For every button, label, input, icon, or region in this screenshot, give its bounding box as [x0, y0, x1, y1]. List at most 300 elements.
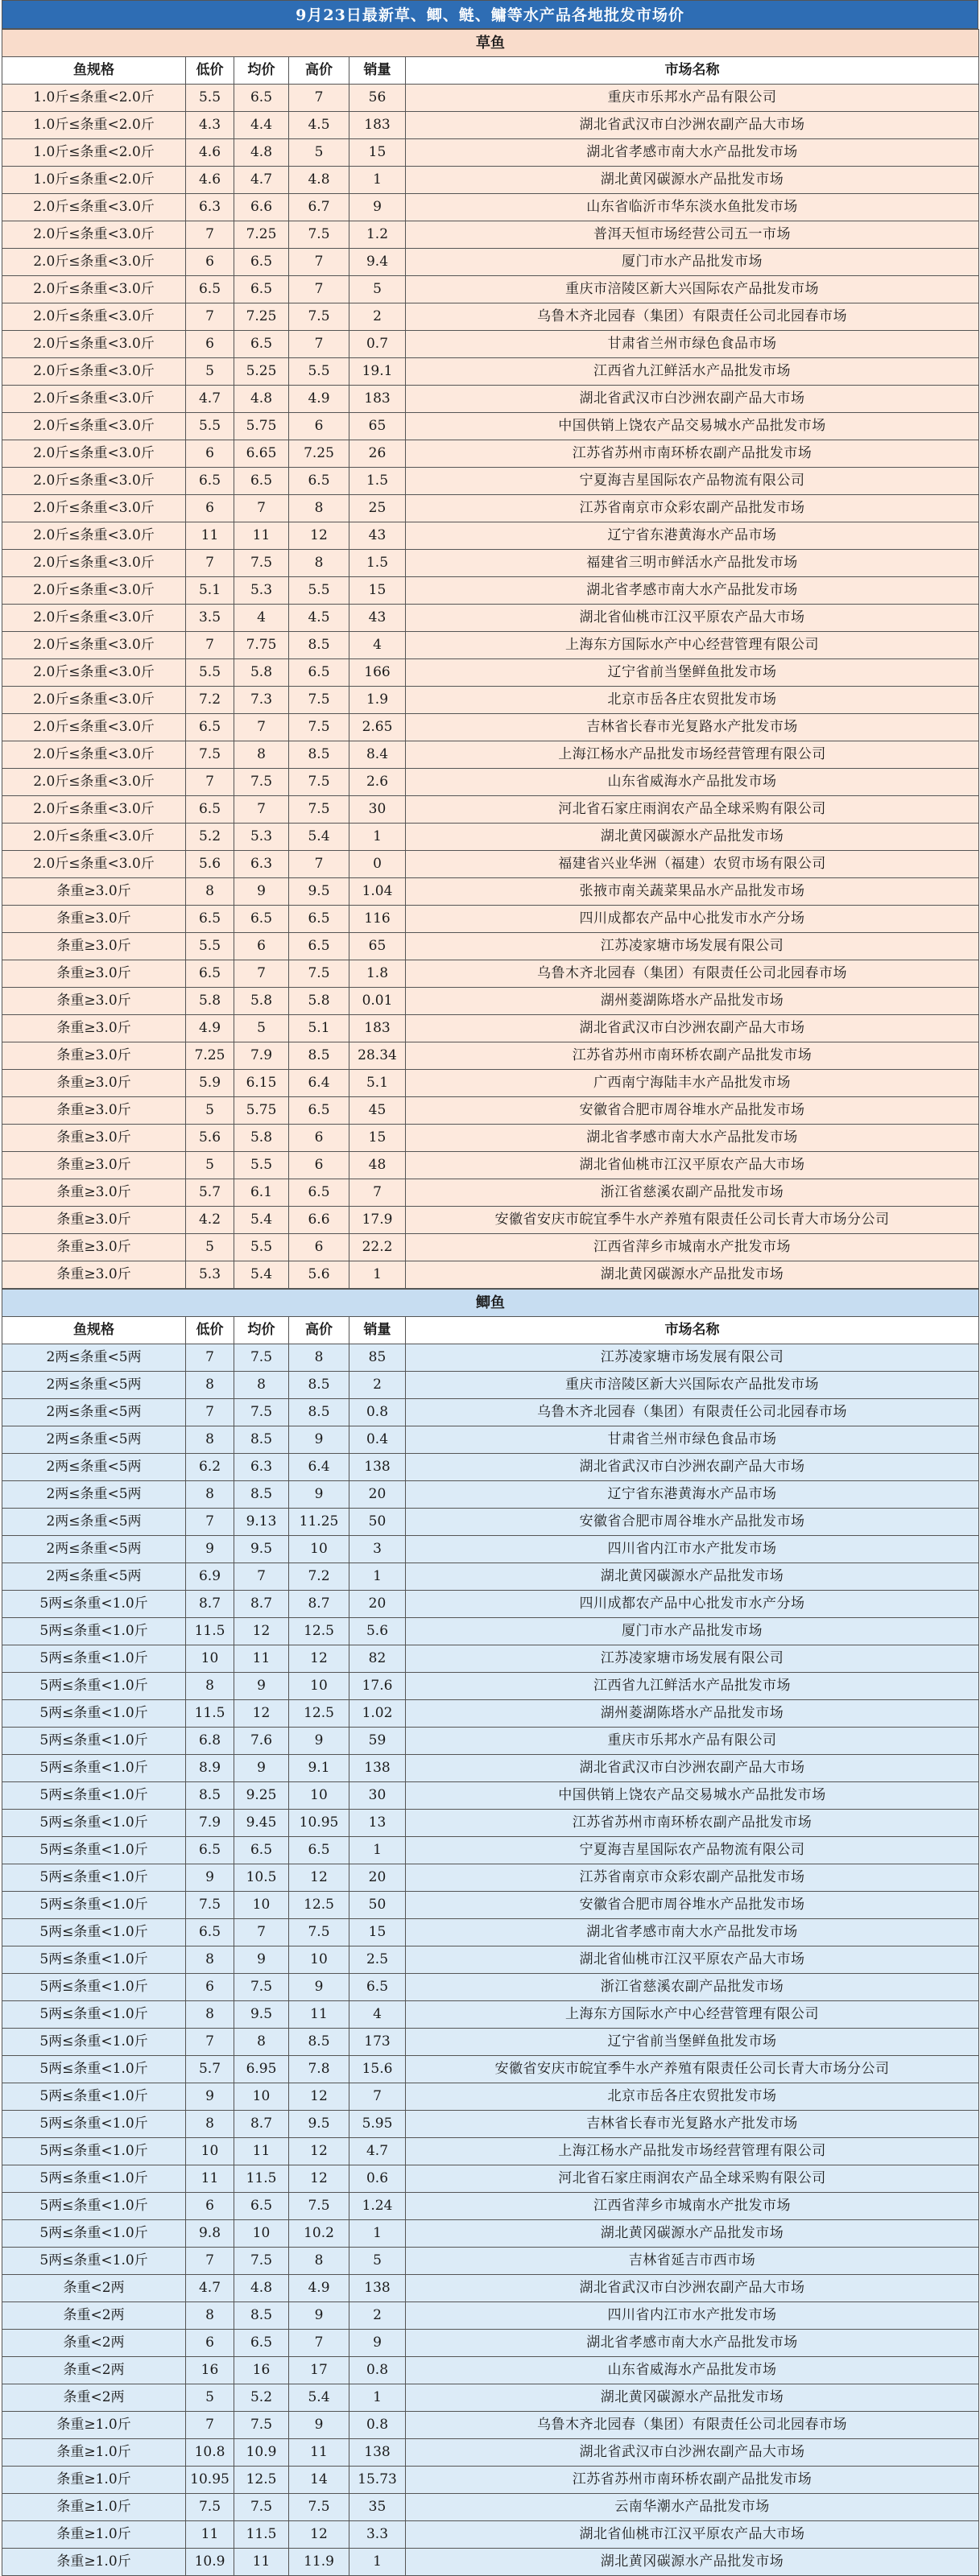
cell-volume: 45	[349, 1097, 406, 1125]
table-row	[2, 194, 979, 221]
cell-high-price: 5.8	[289, 988, 349, 1015]
cell-volume: 50	[349, 1892, 406, 1919]
cell-high-price: 8.5	[289, 741, 349, 769]
cell-spec: 5两≤条重<1.0斤	[2, 2193, 186, 2220]
cell-volume: 1.04	[349, 878, 406, 906]
cell-market-name: 湖北省孝感市南大水产品批发市场	[406, 1125, 979, 1152]
cell-avg-price: 9	[234, 1673, 289, 1700]
cell-low-price: 11.5	[186, 1618, 234, 1645]
cell-market-name: 河北省石家庄雨润农产品全球采购有限公司	[406, 796, 979, 824]
cell-high-price: 7	[289, 249, 349, 276]
cell-spec: 2.0斤≤条重<3.0斤	[2, 659, 186, 687]
cell-avg-price: 7	[234, 1919, 289, 1946]
table-row	[2, 1070, 979, 1097]
cell-high-price: 7.5	[289, 1919, 349, 1946]
cell-high-price: 9.1	[289, 1755, 349, 1782]
cell-volume: 1.5	[349, 550, 406, 577]
cell-avg-price: 9	[234, 1755, 289, 1782]
cell-volume: 138	[349, 2439, 406, 2467]
report-title: 9月23日最新草、鲫、鲢、鳙等水产品各地批发市场价	[2, 0, 978, 29]
cell-avg-price: 4.7	[234, 167, 289, 194]
cell-avg-price: 10.9	[234, 2439, 289, 2467]
cell-volume: 26	[349, 440, 406, 468]
cell-volume: 20	[349, 1864, 406, 1892]
cell-volume: 35	[349, 2494, 406, 2521]
section-title: 草鱼	[2, 30, 979, 57]
cell-avg-price: 8	[234, 741, 289, 769]
cell-high-price: 7.5	[289, 960, 349, 988]
table-row	[2, 1179, 979, 1207]
cell-low-price: 6.5	[186, 796, 234, 824]
cell-volume: 1	[349, 2220, 406, 2248]
table-row	[2, 1536, 979, 1563]
cell-low-price: 5.7	[186, 1179, 234, 1207]
table-row	[2, 605, 979, 632]
cell-low-price: 10	[186, 1645, 234, 1673]
cell-spec: 2.0斤≤条重<3.0斤	[2, 687, 186, 714]
cell-market-name: 重庆市乐邦水产品有限公司	[406, 1728, 979, 1755]
cell-avg-price: 4.8	[234, 2275, 289, 2302]
cell-market-name: 江苏省苏州市南环桥农副产品批发市场	[406, 440, 979, 468]
cell-high-price: 7.5	[289, 687, 349, 714]
cell-low-price: 5.5	[186, 413, 234, 440]
cell-avg-price: 6.6	[234, 194, 289, 221]
cell-spec: 5两≤条重<1.0斤	[2, 1810, 186, 1837]
cell-high-price: 12	[289, 1645, 349, 1673]
cell-market-name: 乌鲁木齐北园春（集团）有限责任公司北园春市场	[406, 2412, 979, 2439]
cell-volume: 0.8	[349, 2412, 406, 2439]
cell-high-price: 7.5	[289, 2494, 349, 2521]
cell-volume: 4.7	[349, 2138, 406, 2165]
cell-high-price: 6	[289, 1234, 349, 1261]
cell-spec: 5两≤条重<1.0斤	[2, 2220, 186, 2248]
table-row	[2, 276, 979, 303]
cell-market-name: 上海东方国际水产中心经营管理有限公司	[406, 632, 979, 659]
cell-high-price: 12	[289, 2138, 349, 2165]
cell-low-price: 7	[186, 303, 234, 331]
cell-avg-price: 7.25	[234, 303, 289, 331]
cell-volume: 22.2	[349, 1234, 406, 1261]
cell-low-price: 5.7	[186, 2056, 234, 2083]
cell-spec: 5两≤条重<1.0斤	[2, 1892, 186, 1919]
cell-volume: 138	[349, 2275, 406, 2302]
cell-market-name: 浙江省慈溪农副产品批发市场	[406, 1179, 979, 1207]
cell-avg-price: 7.5	[234, 2248, 289, 2275]
cell-market-name: 云南华潮水产品批发市场	[406, 2494, 979, 2521]
cell-high-price: 7.2	[289, 1563, 349, 1591]
cell-low-price: 6.3	[186, 194, 234, 221]
cell-low-price: 4.7	[186, 2275, 234, 2302]
cell-high-price: 6.4	[289, 1454, 349, 1481]
table-row	[2, 1344, 979, 1372]
cell-low-price: 4.3	[186, 112, 234, 139]
cell-spec: 2.0斤≤条重<3.0斤	[2, 577, 186, 605]
cell-high-price: 9.5	[289, 2111, 349, 2138]
table-row	[2, 1399, 979, 1426]
cell-market-name: 江西省萍乡市城南水产批发市场	[406, 2193, 979, 2220]
cell-market-name: 湖北省武汉市白沙洲农副产品大市场	[406, 2439, 979, 2467]
cell-market-name: 湖北省武汉市白沙洲农副产品大市场	[406, 2275, 979, 2302]
cell-avg-price: 7.5	[234, 1344, 289, 1372]
cell-spec: 2.0斤≤条重<3.0斤	[2, 550, 186, 577]
cell-avg-price: 5.4	[234, 1261, 289, 1289]
cell-spec: 条重≥3.0斤	[2, 1070, 186, 1097]
cell-avg-price: 7.5	[234, 1974, 289, 2001]
cell-high-price: 12	[289, 522, 349, 550]
cell-high-price: 5.5	[289, 358, 349, 386]
cell-low-price: 9	[186, 1536, 234, 1563]
cell-market-name: 乌鲁木齐北园春（集团）有限责任公司北园春市场	[406, 960, 979, 988]
cell-high-price: 6.6	[289, 1207, 349, 1234]
cell-avg-price: 5.75	[234, 1097, 289, 1125]
cell-avg-price: 7	[234, 714, 289, 741]
cell-avg-price: 7.3	[234, 687, 289, 714]
cell-spec: 5两≤条重<1.0斤	[2, 2056, 186, 2083]
table-row	[2, 495, 979, 522]
cell-high-price: 12	[289, 2165, 349, 2193]
table-row	[2, 2494, 979, 2521]
cell-avg-price: 11.5	[234, 2521, 289, 2549]
cell-volume: 173	[349, 2029, 406, 2056]
cell-low-price: 10.95	[186, 2467, 234, 2494]
cell-volume: 1	[349, 2549, 406, 2576]
cell-volume: 3.3	[349, 2521, 406, 2549]
header-low-price: 低价	[186, 1317, 234, 1344]
cell-market-name: 乌鲁木齐北园春（集团）有限责任公司北园春市场	[406, 1399, 979, 1426]
cell-market-name: 江苏凌家塘市场发展有限公司	[406, 1344, 979, 1372]
cell-volume: 15	[349, 1919, 406, 1946]
cell-avg-price: 7.6	[234, 1728, 289, 1755]
cell-volume: 65	[349, 933, 406, 960]
cell-spec: 条重≥1.0斤	[2, 2467, 186, 2494]
cell-high-price: 7.25	[289, 440, 349, 468]
cell-low-price: 7	[186, 2029, 234, 2056]
crucian-carp-table	[2, 1289, 979, 2576]
cell-volume: 2.5	[349, 1946, 406, 1974]
cell-spec: 5两≤条重<1.0斤	[2, 1946, 186, 1974]
cell-market-name: 甘肃省兰州市绿色食品市场	[406, 331, 979, 358]
cell-avg-price: 5	[234, 1015, 289, 1042]
cell-volume: 1	[349, 1837, 406, 1864]
table-row	[2, 1426, 979, 1454]
cell-high-price: 7.5	[289, 769, 349, 796]
cell-high-price: 12	[289, 1864, 349, 1892]
cell-avg-price: 6.3	[234, 851, 289, 878]
cell-volume: 8.4	[349, 741, 406, 769]
cell-spec: 条重≥3.0斤	[2, 988, 186, 1015]
cell-low-price: 6.5	[186, 1837, 234, 1864]
cell-high-price: 4.5	[289, 112, 349, 139]
cell-market-name: 湖北黄冈碳源水产品批发市场	[406, 2549, 979, 2576]
cell-market-name: 安徽省安庆市皖宜季牛水产养殖有限责任公司长青大市场分公司	[406, 2056, 979, 2083]
table-row	[2, 167, 979, 194]
cell-high-price: 7.5	[289, 796, 349, 824]
table-row	[2, 2439, 979, 2467]
cell-volume: 15	[349, 577, 406, 605]
cell-high-price: 10	[289, 1673, 349, 1700]
cell-spec: 2.0斤≤条重<3.0斤	[2, 303, 186, 331]
cell-spec: 条重≥3.0斤	[2, 1097, 186, 1125]
cell-avg-price: 8.5	[234, 1481, 289, 1509]
cell-avg-price: 5.8	[234, 659, 289, 687]
table-row	[2, 2330, 979, 2357]
cell-spec: 2.0斤≤条重<3.0斤	[2, 522, 186, 550]
cell-low-price: 5.6	[186, 1125, 234, 1152]
cell-spec: 2.0斤≤条重<3.0斤	[2, 605, 186, 632]
cell-volume: 15.6	[349, 2056, 406, 2083]
cell-market-name: 中国供销上饶农产品交易城水产品批发市场	[406, 413, 979, 440]
cell-high-price: 5.4	[289, 2384, 349, 2412]
cell-market-name: 四川成都农产品中心批发市水产分场	[406, 1591, 979, 1618]
cell-market-name: 湖北省仙桃市江汉平原农产品大市场	[406, 1152, 979, 1179]
table-row	[2, 824, 979, 851]
cell-market-name: 湖北省武汉市白沙洲农副产品大市场	[406, 1755, 979, 1782]
cell-avg-price: 10	[234, 1892, 289, 1919]
cell-high-price: 7.5	[289, 714, 349, 741]
cell-volume: 4	[349, 2001, 406, 2029]
table-row	[2, 112, 979, 139]
table-row	[2, 2302, 979, 2330]
cell-volume: 7	[349, 1179, 406, 1207]
cell-market-name: 辽宁省东港黄海水产品市场	[406, 1481, 979, 1509]
cell-low-price: 8	[186, 1481, 234, 1509]
table-row	[2, 1097, 979, 1125]
cell-volume: 1.8	[349, 960, 406, 988]
cell-spec: 1.0斤≤条重<2.0斤	[2, 112, 186, 139]
table-row	[2, 358, 979, 386]
cell-market-name: 湖北黄冈碳源水产品批发市场	[406, 2384, 979, 2412]
table-row	[2, 1563, 979, 1591]
cell-spec: 5两≤条重<1.0斤	[2, 2248, 186, 2275]
cell-low-price: 5.5	[186, 659, 234, 687]
table-row	[2, 468, 979, 495]
cell-avg-price: 7.25	[234, 221, 289, 249]
cell-high-price: 11.9	[289, 2549, 349, 2576]
cell-avg-price: 11	[234, 2549, 289, 2576]
cell-volume: 50	[349, 1509, 406, 1536]
cell-high-price: 4.9	[289, 386, 349, 413]
cell-market-name: 湖北省武汉市白沙洲农副产品大市场	[406, 1015, 979, 1042]
cell-spec: 2.0斤≤条重<3.0斤	[2, 413, 186, 440]
cell-spec: 条重≥1.0斤	[2, 2439, 186, 2467]
cell-spec: 2两≤条重<5两	[2, 1481, 186, 1509]
table-row	[2, 249, 979, 276]
cell-low-price: 6.8	[186, 1728, 234, 1755]
cell-market-name: 上海江杨水产品批发市场经营管理有限公司	[406, 2138, 979, 2165]
table-row	[2, 1015, 979, 1042]
cell-low-price: 9	[186, 1864, 234, 1892]
cell-spec: 条重≥3.0斤	[2, 878, 186, 906]
cell-volume: 0.8	[349, 1399, 406, 1426]
table-row	[2, 413, 979, 440]
table-row	[2, 2467, 979, 2494]
cell-volume: 2	[349, 303, 406, 331]
cell-market-name: 宁夏海吉星国际农产品物流有限公司	[406, 1837, 979, 1864]
table-row	[2, 714, 979, 741]
table-row	[2, 577, 979, 605]
cell-avg-price: 5.3	[234, 824, 289, 851]
cell-high-price: 8.5	[289, 1042, 349, 1070]
cell-avg-price: 6.5	[234, 85, 289, 112]
cell-market-name: 浙江省慈溪农副产品批发市场	[406, 1974, 979, 2001]
cell-market-name: 普洱天恒市场经营公司五一市场	[406, 221, 979, 249]
cell-high-price: 8.5	[289, 632, 349, 659]
cell-market-name: 辽宁省前当堡鲜鱼批发市场	[406, 659, 979, 687]
cell-low-price: 8	[186, 1372, 234, 1399]
cell-avg-price: 6.5	[234, 1837, 289, 1864]
cell-volume: 5	[349, 2248, 406, 2275]
table-row	[2, 2412, 979, 2439]
cell-high-price: 6.5	[289, 1179, 349, 1207]
cell-high-price: 4.5	[289, 605, 349, 632]
cell-market-name: 北京市岳各庄农贸批发市场	[406, 2083, 979, 2111]
cell-low-price: 6	[186, 1974, 234, 2001]
header-market-name: 市场名称	[406, 57, 979, 85]
cell-volume: 1.5	[349, 468, 406, 495]
cell-spec: 2两≤条重<5两	[2, 1372, 186, 1399]
header-low-price: 低价	[186, 57, 234, 85]
cell-volume: 116	[349, 906, 406, 933]
cell-low-price: 9.8	[186, 2220, 234, 2248]
cell-volume: 65	[349, 413, 406, 440]
cell-avg-price: 10	[234, 2220, 289, 2248]
cell-market-name: 四川省内江市水产批发市场	[406, 2302, 979, 2330]
cell-market-name: 江西省萍乡市城南水产批发市场	[406, 1234, 979, 1261]
cell-low-price: 7	[186, 2248, 234, 2275]
cell-high-price: 7.5	[289, 2193, 349, 2220]
cell-market-name: 江苏省南京市众彩农副产品批发市场	[406, 1864, 979, 1892]
cell-volume: 166	[349, 659, 406, 687]
cell-spec: 1.0斤≤条重<2.0斤	[2, 167, 186, 194]
table-row	[2, 85, 979, 112]
cell-spec: 2.0斤≤条重<3.0斤	[2, 331, 186, 358]
cell-spec: 条重≥3.0斤	[2, 1261, 186, 1289]
table-row	[2, 2138, 979, 2165]
cell-high-price: 6	[289, 413, 349, 440]
cell-volume: 183	[349, 1015, 406, 1042]
cell-market-name: 辽宁省前当堡鲜鱼批发市场	[406, 2029, 979, 2056]
cell-market-name: 宁夏海吉星国际农产品物流有限公司	[406, 468, 979, 495]
cell-market-name: 江苏省南京市众彩农副产品批发市场	[406, 495, 979, 522]
cell-spec: 5两≤条重<1.0斤	[2, 1974, 186, 2001]
cell-low-price: 7	[186, 632, 234, 659]
cell-high-price: 7	[289, 331, 349, 358]
cell-high-price: 9	[289, 1481, 349, 1509]
cell-low-price: 8	[186, 2111, 234, 2138]
cell-market-name: 中国供销上饶农产品交易城水产品批发市场	[406, 1782, 979, 1810]
cell-high-price: 6.5	[289, 1097, 349, 1125]
cell-spec: 条重≥1.0斤	[2, 2549, 186, 2576]
cell-volume: 28.34	[349, 1042, 406, 1070]
cell-low-price: 6.5	[186, 714, 234, 741]
cell-high-price: 10.2	[289, 2220, 349, 2248]
cell-spec: 条重<2两	[2, 2302, 186, 2330]
cell-spec: 条重≥3.0斤	[2, 933, 186, 960]
cell-low-price: 6	[186, 331, 234, 358]
cell-avg-price: 7.5	[234, 769, 289, 796]
cell-spec: 条重≥3.0斤	[2, 1207, 186, 1234]
cell-low-price: 4.6	[186, 139, 234, 167]
table-row	[2, 1919, 979, 1946]
table-row	[2, 2029, 979, 2056]
section-title: 鲫鱼	[2, 1290, 979, 1317]
header-spec: 鱼规格	[2, 1317, 186, 1344]
cell-avg-price: 11.5	[234, 2165, 289, 2193]
cell-high-price: 9	[289, 1426, 349, 1454]
header-avg-price: 均价	[234, 57, 289, 85]
cell-low-price: 11	[186, 2165, 234, 2193]
cell-market-name: 湖北省孝感市南大水产品批发市场	[406, 1919, 979, 1946]
cell-market-name: 江西省九江鲜活水产品批发市场	[406, 358, 979, 386]
cell-avg-price: 6.65	[234, 440, 289, 468]
cell-low-price: 7.9	[186, 1810, 234, 1837]
cell-avg-price: 5.5	[234, 1152, 289, 1179]
cell-low-price: 6	[186, 495, 234, 522]
cell-high-price: 14	[289, 2467, 349, 2494]
cell-volume: 2	[349, 2302, 406, 2330]
cell-low-price: 5.6	[186, 851, 234, 878]
cell-low-price: 8.5	[186, 1782, 234, 1810]
table-row	[2, 1042, 979, 1070]
cell-volume: 2	[349, 1372, 406, 1399]
cell-low-price: 7	[186, 1509, 234, 1536]
table-row	[2, 1618, 979, 1645]
cell-spec: 5两≤条重<1.0斤	[2, 2138, 186, 2165]
cell-spec: 条重<2两	[2, 2275, 186, 2302]
table-row	[2, 1481, 979, 1509]
cell-low-price: 7.5	[186, 1892, 234, 1919]
cell-high-price: 17	[289, 2357, 349, 2384]
cell-low-price: 4.6	[186, 167, 234, 194]
table-row	[2, 1645, 979, 1673]
cell-low-price: 11	[186, 2521, 234, 2549]
cell-spec: 2两≤条重<5两	[2, 1536, 186, 1563]
cell-market-name: 湖北省仙桃市江汉平原农产品大市场	[406, 1946, 979, 1974]
table-row	[2, 1892, 979, 1919]
cell-market-name: 重庆市乐邦水产品有限公司	[406, 85, 979, 112]
cell-avg-price: 5.2	[234, 2384, 289, 2412]
cell-avg-price: 6.5	[234, 2193, 289, 2220]
cell-high-price: 6	[289, 1125, 349, 1152]
cell-avg-price: 11	[234, 522, 289, 550]
cell-avg-price: 6.5	[234, 249, 289, 276]
cell-volume: 138	[349, 1454, 406, 1481]
cell-high-price: 7	[289, 276, 349, 303]
cell-avg-price: 9.45	[234, 1810, 289, 1837]
header-avg-price: 均价	[234, 1317, 289, 1344]
cell-volume: 5.95	[349, 2111, 406, 2138]
cell-avg-price: 5.8	[234, 1125, 289, 1152]
cell-avg-price: 6.95	[234, 2056, 289, 2083]
cell-high-price: 10	[289, 1782, 349, 1810]
cell-high-price: 9	[289, 1728, 349, 1755]
cell-spec: 条重≥3.0斤	[2, 1234, 186, 1261]
table-row	[2, 2193, 979, 2220]
table-row	[2, 1372, 979, 1399]
cell-low-price: 10.9	[186, 2549, 234, 2576]
cell-spec: 5两≤条重<1.0斤	[2, 1673, 186, 1700]
cell-low-price: 4.2	[186, 1207, 234, 1234]
cell-spec: 5两≤条重<1.0斤	[2, 1864, 186, 1892]
cell-avg-price: 5.25	[234, 358, 289, 386]
cell-avg-price: 7.5	[234, 2494, 289, 2521]
cell-avg-price: 4	[234, 605, 289, 632]
cell-avg-price: 9.5	[234, 2001, 289, 2029]
cell-low-price: 7.5	[186, 2494, 234, 2521]
cell-high-price: 8.5	[289, 2029, 349, 2056]
table-row	[2, 1864, 979, 1892]
cell-spec: 2两≤条重<5两	[2, 1454, 186, 1481]
